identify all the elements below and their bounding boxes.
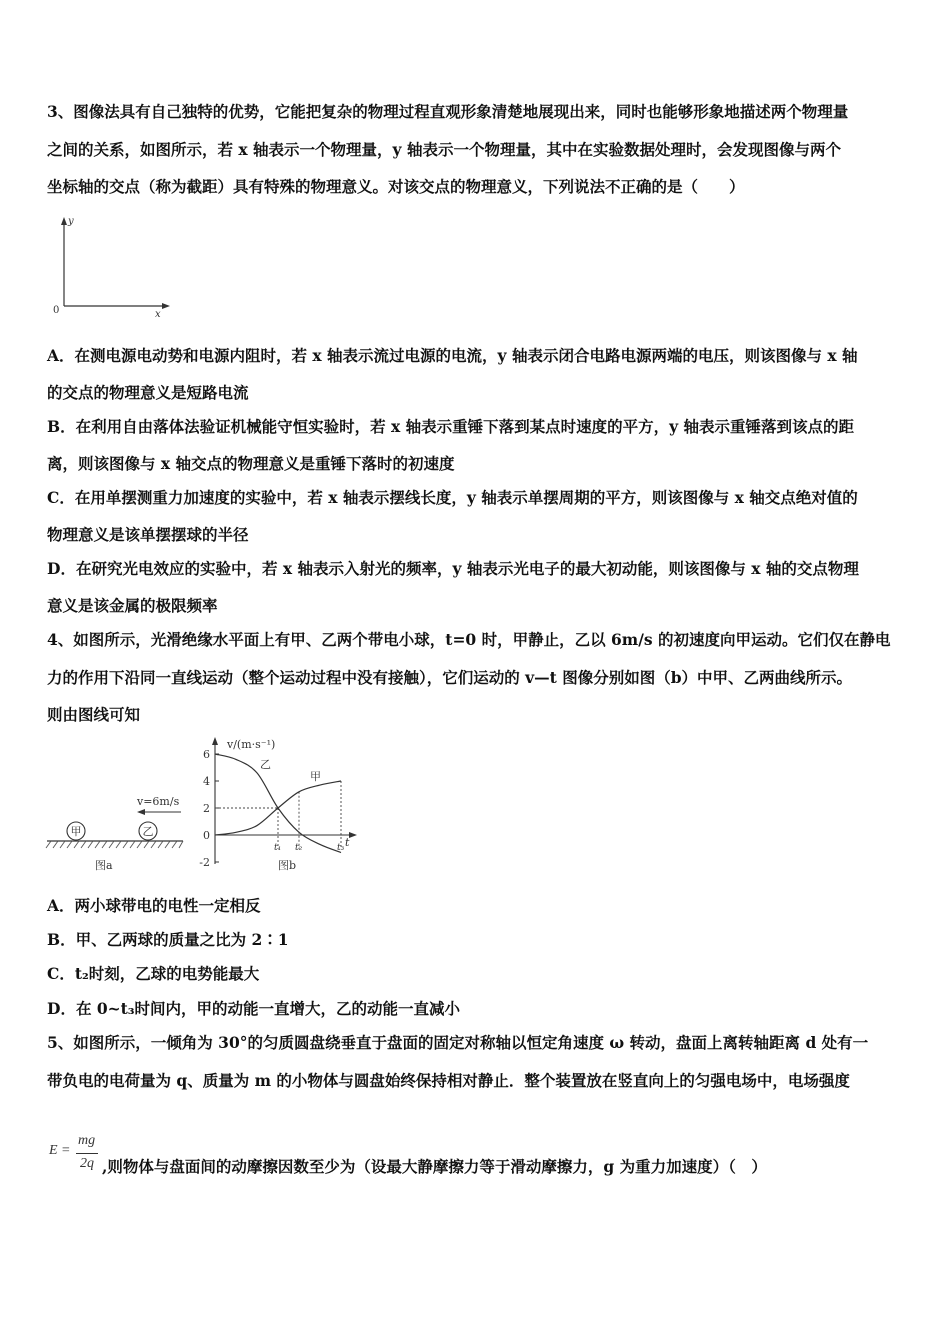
ball-yi-label: 乙 [142,825,154,838]
q3-line-2: 之间的关系，如图所示，若 x 轴表示一个物理量，y 轴表示一个物理量，其中在实验数据处理时，会发现图像与两个 [47,140,841,159]
q4-figure-b-chart [195,732,360,874]
q5-tail: ,则物体与盘面间的动摩擦因数至少为（设最大静摩擦力等于滑动摩擦力，g 为重力加速度）（ ） [102,1157,767,1176]
q5-line-1: 5、如图所示，一倾角为 30°的匀质圆盘绕垂直于盘面的固定对称轴以恒定角速度 ω 转动，盘面上离转轴距离 d 处有一 [47,1033,869,1052]
q3-option-a-2: 的交点的物理意义是短路电流 [47,383,249,402]
q4-line-2: 力的作用下沿同一直线运动（整个运动过程中没有接触），它们运动的 v—t 图像分别如图（b）中甲、乙两曲线所示。 [47,668,853,687]
q3-option-d-2: 意义是该金属的极限频率 [47,596,218,615]
y-tick-label-4: 4 [203,775,210,788]
fig-a-caption: 图a [95,859,113,872]
q3-axes-figure [47,214,172,320]
q3-y-label: y [68,216,74,227]
chart-x-axis-label: t [345,836,350,849]
q5-line-2: 带负电的电荷量为 q、质量为 m 的小物体与圆盘始终保持相对静止．整个装置放在竖直向上的匀强电场中，电场强度 [47,1071,850,1090]
y-tick-label-2: 2 [203,802,210,815]
q4-line-1: 4、如图所示，光滑绝缘水平面上有甲、乙两个带电小球，t=0 时，甲静止，乙以 6m/s 的初速度向甲运动。它们仅在静电 [47,630,891,649]
q3-option-b-1: B．在利用自由落体法验证机械能守恒实验时，若 x 轴表示重锤下落到某点时速度的平方，y 轴表示重锤落到该点的距 [47,417,855,436]
curve-yi-label: 乙 [260,758,271,771]
q3-x-label: x [155,309,161,320]
q3-option-a-1: A．在测电源电动势和电源内阻时，若 x 轴表示流过电源的电流，y 轴表示闭合电路电源两端的电压，则该图像与 x 轴 [47,346,858,365]
chart-y-axis-label: v/(m·s⁻¹) [227,738,276,751]
q3-option-c-2: 物理意义是该单摆摆球的半径 [47,525,249,544]
velocity-label: v=6m/s [137,795,180,808]
t-label-2: t₂ [295,843,303,853]
q4-line-3: 则由图线可知 [47,705,141,724]
curve-jia-label: 甲 [310,770,321,783]
q4-option-b: B．甲、乙两球的质量之比为 2∶1 [47,930,289,949]
formula-denominator: 2q [80,1156,94,1171]
y-tick-label-0: 0 [203,829,210,842]
q3-line-3: 坐标轴的交点（称为截距）具有特殊的物理意义。对该交点的物理意义，下列说法不正确的是（ ） [47,177,745,196]
y-tick-label--2: -2 [199,856,210,869]
q3-origin-label: 0 [53,305,60,316]
q4-option-a: A．两小球带电的电性一定相反 [47,896,261,915]
q4-option-c: C．t₂时刻，乙球的电势能最大 [47,964,260,983]
ball-jia-label: 甲 [70,825,82,838]
q4-figure-a [45,780,190,875]
q3-line-1: 3、图像法具有自己独特的优势，它能把复杂的物理过程直观形象清楚地展现出来，同时也能够形象地描述两个物理量 [47,102,849,121]
formula-numerator: mg [78,1133,96,1148]
series-jia-curve [215,781,341,835]
q3-option-b-2: 离，则该图像与 x 轴交点的物理意义是重锤下落时的初速度 [47,454,455,473]
t-label-3: t₃ [337,843,345,853]
q3-option-c-1: C．在用单摆测重力加速度的实验中，若 x 轴表示摆线长度，y 轴表示单摆周期的平方，则该图像与 x 轴交点绝对值的 [47,488,858,507]
formula-lhs: E = [49,1143,71,1158]
q3-option-d-1: D．在研究光电效应的实验中，若 x 轴表示入射光的频率，y 轴表示光电子的最大初动能，则该图像与 x 轴的交点物理 [47,559,859,578]
q4-option-d: D．在 0~t₃时间内，甲的动能一直增大，乙的动能一直减小 [47,999,461,1018]
fig-b-caption: 图b [278,859,297,872]
t-label-1: t₁ [274,843,282,853]
y-tick-label-6: 6 [203,748,210,761]
